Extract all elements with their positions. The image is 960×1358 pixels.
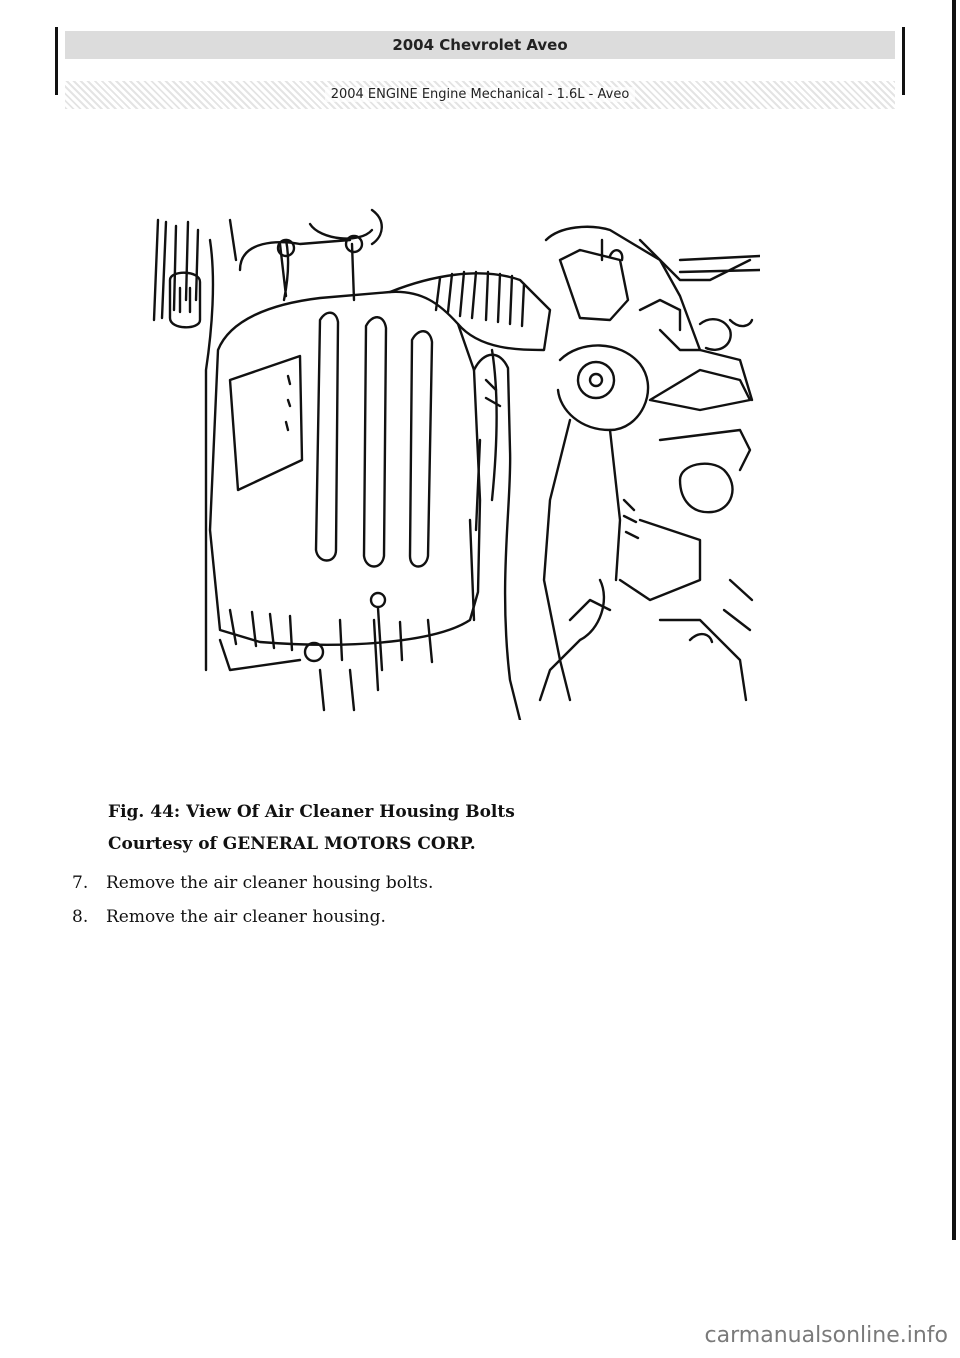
document-header <box>55 25 905 102</box>
left-hose-clips <box>154 220 236 670</box>
air-cleaner-housing <box>210 292 480 710</box>
step-number: 8. <box>72 907 89 927</box>
corrugated-intake-tube <box>390 272 550 720</box>
caption-credit: Courtesy of GENERAL MOTORS CORP. <box>108 834 476 854</box>
header-title: 2004 Chevrolet Aveo <box>65 31 895 59</box>
intake-duct <box>240 210 382 300</box>
procedure-steps <box>72 866 433 934</box>
air-cleaner-housing-illustration <box>140 200 760 720</box>
figure-caption <box>108 796 515 860</box>
procedure-step <box>72 866 433 900</box>
step-text: Remove the air cleaner housing. <box>106 907 386 927</box>
header-subtitle-text: 2004 ENGINE Engine Mechanical - 1.6L - Aveo <box>325 87 636 102</box>
header-border-left <box>55 27 58 95</box>
header-border-right <box>902 27 905 95</box>
caption-title: Fig. 44: View Of Air Cleaner Housing Bolts <box>108 802 515 822</box>
header-subtitle <box>65 81 895 109</box>
hose-lines <box>640 256 760 350</box>
procedure-step <box>72 900 433 934</box>
throttle-body-area <box>540 227 752 700</box>
watermark: carmanualsonline.info <box>704 1323 948 1348</box>
step-number: 7. <box>72 873 89 893</box>
page-border <box>952 0 956 1240</box>
step-text: Remove the air cleaner housing bolts. <box>106 873 434 893</box>
